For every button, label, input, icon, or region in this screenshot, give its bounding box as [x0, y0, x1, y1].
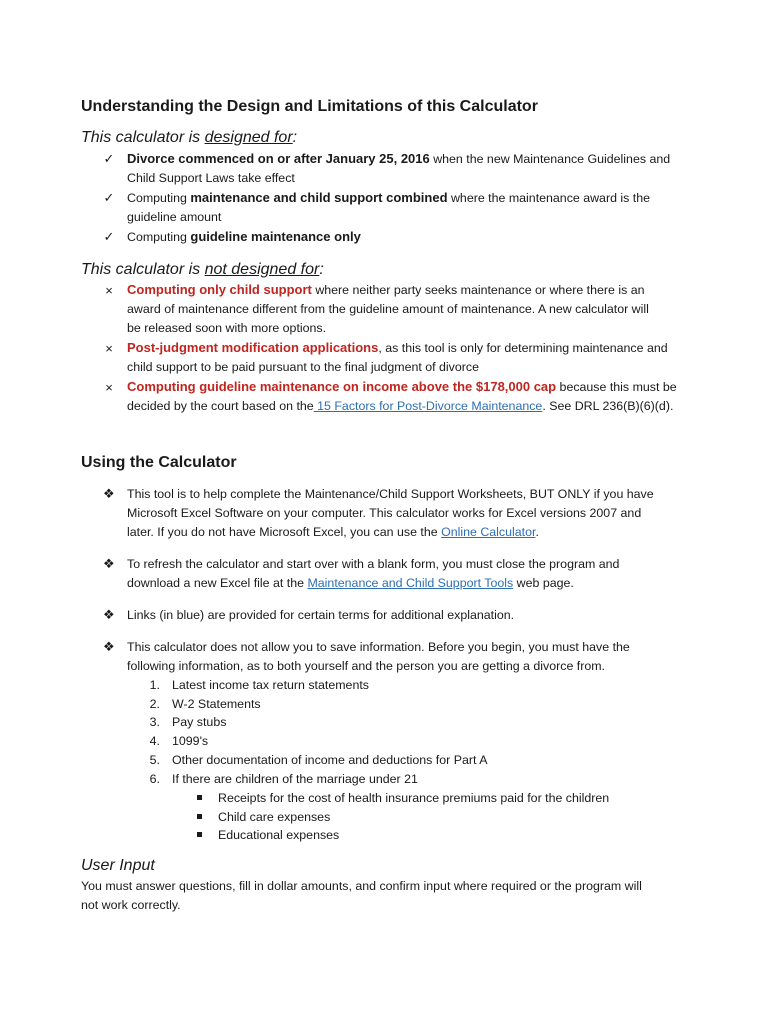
not-designed-item-1-cont2: be released soon with more options.: [127, 321, 327, 335]
not-designed-item-2: Post-judgment modification applications, as this tool is only for determining maintenance and: [127, 340, 668, 355]
user-input-heading: User Input: [81, 857, 155, 874]
designed-item-2: Computing maintenance and child support combined where the maintenance award is the: [127, 190, 651, 205]
not-designed-item-1: Computing only child support where neither party seeks maintenance or where there is an: [127, 282, 645, 297]
using-item-4: This calculator does not allow you to save information. Before you begin, you must have the: [127, 640, 630, 654]
using-item-2-cont: download a new Excel file at the Maintenance and Child Support Tools web page.: [127, 576, 574, 590]
sub-item: Child care expenses: [218, 810, 331, 824]
cross-icon: ×: [105, 380, 113, 395]
designed-item-1-cont: Child Support Laws take effect: [127, 171, 295, 185]
user-input-text: You must answer questions, fill in dollar amounts, and confirm input where required or the program will: [81, 879, 642, 893]
numbered-item: 1099's: [172, 734, 209, 748]
checkmark-icon: ✓: [103, 190, 115, 205]
numbered-item: Latest income tax return statements: [172, 678, 369, 692]
list-number: 3.: [149, 715, 160, 729]
list-number: 2.: [149, 697, 160, 711]
not-designed-item-2-cont: child support to be paid pursuant to the final judgment of divorce: [127, 360, 479, 374]
list-number: 4.: [149, 734, 160, 748]
using-calculator-heading: Using the Calculator: [81, 454, 237, 471]
online-calculator-link[interactable]: Online Calculator: [441, 525, 536, 539]
numbered-item: Pay stubs: [172, 715, 227, 729]
sub-item: Educational expenses: [218, 828, 340, 842]
using-item-1-cont2: later. If you do not have Microsoft Excel, you can use the Online Calculator.: [127, 525, 539, 539]
numbered-item: W-2 Statements: [172, 697, 261, 711]
numbered-item: If there are children of the marriage under 21: [172, 772, 418, 786]
user-input-text-cont: not work correctly.: [81, 898, 181, 912]
post-divorce-factors-link[interactable]: 15 Factors for Post-Divorce Maintenance: [313, 399, 543, 413]
diamond-bullet-icon: ❖: [103, 556, 115, 571]
not-designed-for-heading: This calculator is not designed for:: [81, 261, 324, 278]
not-designed-item-3: Computing guideline maintenance on income above the $178,000 cap because this must be: [127, 379, 677, 394]
cross-icon: ×: [105, 283, 113, 298]
diamond-bullet-icon: ❖: [103, 607, 115, 622]
designed-for-heading: This calculator is designed for:: [81, 129, 298, 146]
sub-item: Receipts for the cost of health insurance premiums paid for the children: [218, 791, 610, 805]
designed-item-3: Computing guideline maintenance only: [127, 229, 361, 244]
checkmark-icon: ✓: [103, 229, 115, 244]
square-bullet-icon: [197, 832, 202, 837]
checkmark-icon: ✓: [103, 151, 115, 166]
list-number: 5.: [149, 753, 160, 767]
using-item-4-cont: following information, as to both yourself and the person you are getting a divorce from.: [127, 659, 605, 673]
square-bullet-icon: [197, 814, 202, 819]
not-designed-item-3-cont: decided by the court based on the 15 Factors for Post-Divorce Maintenance. See DRL 236(B)(6)(d).: [127, 399, 674, 413]
list-number: 1.: [149, 678, 160, 692]
square-bullet-icon: [197, 795, 202, 800]
diamond-bullet-icon: ❖: [103, 486, 115, 501]
using-item-1: This tool is to help complete the Maintenance/Child Support Worksheets, BUT ONLY if you have: [127, 487, 654, 501]
using-item-2: To refresh the calculator and start over with a blank form, you must close the program and: [127, 557, 620, 571]
using-item-1-cont: Microsoft Excel Software on your computer. This calculator works for Excel versions 2007 and: [127, 506, 642, 520]
using-item-3: Links (in blue) are provided for certain terms for additional explanation.: [127, 608, 515, 622]
maintenance-tools-link[interactable]: Maintenance and Child Support Tools: [307, 576, 514, 590]
page-title: Understanding the Design and Limitations of this Calculator: [81, 98, 538, 115]
designed-item-2-cont: guideline amount: [127, 210, 222, 224]
list-number: 6.: [149, 772, 160, 786]
not-designed-item-1-cont: award of maintenance different from the guideline amount of maintenance. A new calculator will: [127, 302, 649, 316]
diamond-bullet-icon: ❖: [103, 639, 115, 654]
numbered-item: Other documentation of income and deductions for Part A: [172, 753, 488, 767]
cross-icon: ×: [105, 341, 113, 356]
designed-item-1: Divorce commenced on or after January 25, 2016 when the new Maintenance Guidelines and: [127, 151, 671, 166]
